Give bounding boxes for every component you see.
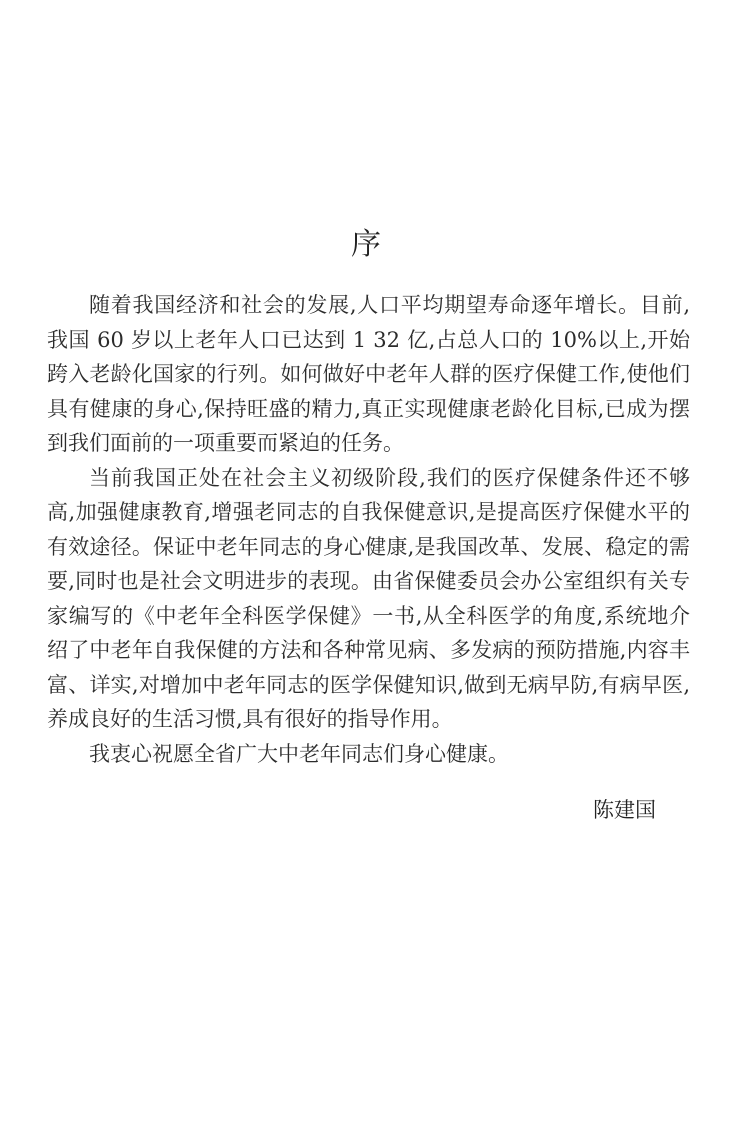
document-body: [47, 288, 690, 771]
signature: 陈建国: [593, 798, 656, 822]
page-title: 序: [351, 227, 382, 262]
paragraph-3: 我衷心祝愿全省广大中老年同志们身心健康。: [89, 741, 509, 766]
paragraph-1: 随着我国经济和社会的发展,人口平均期望寿命逐年增长。目前,我国 60 岁以上老年人口已达到 1 32 亿,占总人口的 10%以上,开始跨入老龄化国家的行列。如何做好中老年人群的医疗保健工作,使他们具有健康的身心,保持旺盛的精力,真正实现健康老龄化目标,已成为摆到我们面前的一项重要而紧迫的任务。: [47, 293, 690, 455]
paragraph-2: 当前我国正处在社会主义初级阶段,我们的医疗保健条件还不够高,加强健康教育,增强老同志的自我保健意识,是提高医疗保健水平的有效途径。保证中老年同志的身心健康,是我国改革、发展、稳定的需要,同时也是社会文明进步的表现。由省保健委员会办公室组织有关专家编写的《中老年全科医学保健》一书,从全科医学的角度,系统地介绍了中老年自我保健的方法和各种常见病、多发病的预防措施,内容丰富、详实,对增加中老年同志的医学保健知识,做到无病早防,有病早医,养成良好的生活习惯,具有很好的指导作用。: [47, 465, 690, 731]
